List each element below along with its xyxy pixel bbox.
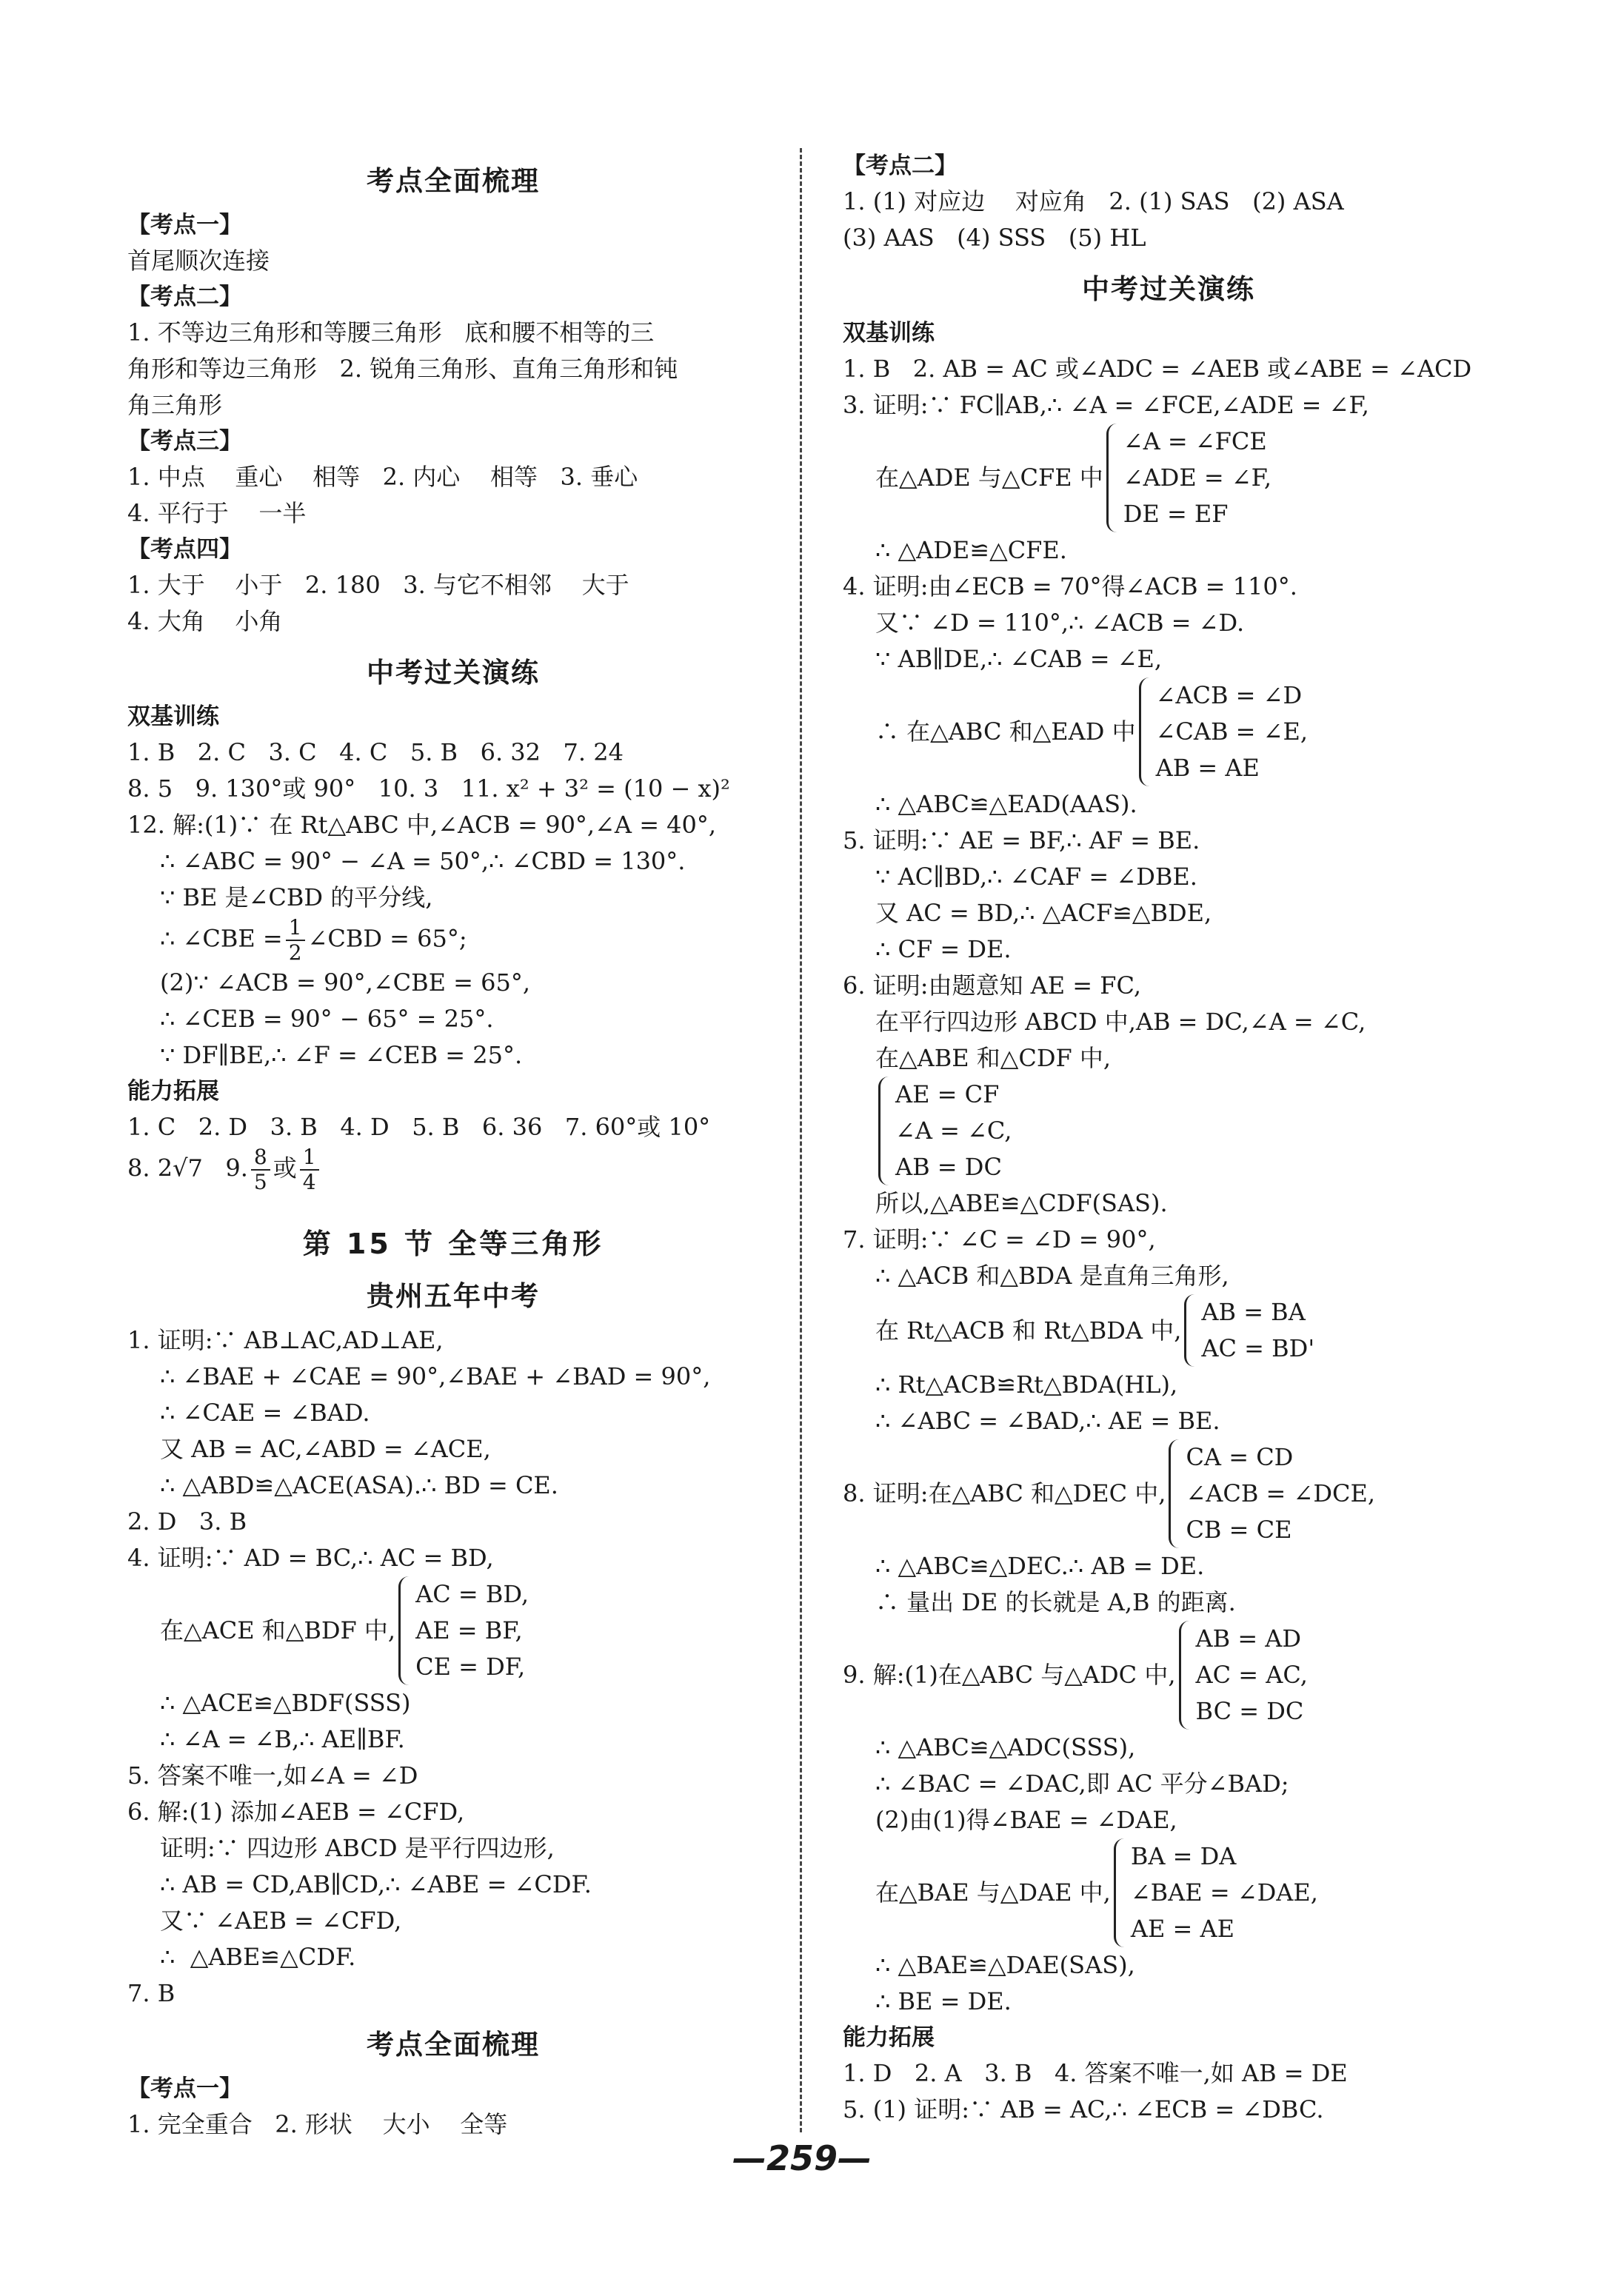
brace-icon xyxy=(1179,1621,1192,1730)
brace-conditions xyxy=(1201,1294,1314,1367)
answer-line: ∴ ∠ABC = ∠BAD,∴ AE = BE. xyxy=(875,1407,1220,1435)
condition: AB = AE xyxy=(1155,754,1260,782)
answer-line: 4. 平行于 一半 xyxy=(127,499,307,527)
section-tag: 【考点三】 xyxy=(127,428,242,455)
answer-line: 又 AB = AC,∠ABD = ∠ACE, xyxy=(160,1435,491,1463)
section-tag: 【考点四】 xyxy=(127,536,242,563)
answer-line: 1. C 2. D 3. B 4. D 5. B 6. 36 7. 60°或 10° xyxy=(127,1113,711,1141)
answer-line: ∴ ∠BAE + ∠CAE = 90°,∠BAE + ∠BAD = 90°, xyxy=(160,1362,711,1390)
answer-line: ∴ ∠BAC = ∠DAC,即 AC 平分∠BAD; xyxy=(875,1770,1289,1798)
column-divider xyxy=(800,148,802,2132)
condition: AC = AC, xyxy=(1195,1661,1308,1689)
answer-line: 8. 5 9. 130°或 90° 10. 3 11. x² + 3² = (10 − x)² xyxy=(127,774,730,803)
condition: AC = BD, xyxy=(415,1580,529,1608)
section-heading: 考点全面梳理 xyxy=(367,2029,540,2061)
answer-line: (3) AAS (4) SSS (5) HL xyxy=(843,224,1146,252)
brace-icon xyxy=(1106,424,1119,532)
answer-line: ∴ △ADE≌△CFE. xyxy=(875,536,1067,564)
answer-line: ∴ △ABD≌△ACE(ASA).∴ BD = CE. xyxy=(160,1471,558,1499)
answer-line: ∴ △ACB 和△BDA 是直角三角形, xyxy=(875,1262,1229,1290)
answer-line: 5. 答案不唯一,如∠A = ∠D xyxy=(127,1761,418,1790)
text: 或 xyxy=(273,1154,297,1182)
answer-line: 5. (1) 证明:∵ AB = AC,∴ ∠ECB = ∠DBC. xyxy=(843,2095,1324,2123)
section-tag: 【考点一】 xyxy=(127,212,242,238)
brace-prefix: ∴ 在△ABC 和△EAD 中 xyxy=(875,717,1136,746)
brace-prefix: 8. 证明:在△ABC 和△DEC 中, xyxy=(843,1479,1166,1507)
answer-line: 1. 中点 重心 相等 2. 内心 相等 3. 垂心 xyxy=(127,463,638,491)
fraction-denominator: 4 xyxy=(302,1170,316,1194)
brace-icon xyxy=(398,1576,411,1685)
subsection-title: 能力拓展 xyxy=(127,1078,219,1105)
left-column xyxy=(127,148,779,2143)
answer-line: 所以,△ABE≌△CDF(SAS). xyxy=(875,1189,1168,1217)
fraction xyxy=(300,1145,319,1194)
condition: ∠A = ∠C, xyxy=(895,1117,1012,1145)
text: ∠CBD = 65°; xyxy=(307,924,467,953)
answer-line: ∵ DF∥BE,∴ ∠F = ∠CEB = 25°. xyxy=(160,1041,523,1069)
answer-line: ∴ △BAE≌△DAE(SAS), xyxy=(875,1951,1135,1979)
fraction-numerator: 1 xyxy=(286,916,305,941)
answer-line: ∴ Rt△ACB≌Rt△BDA(HL), xyxy=(875,1370,1178,1399)
brace-icon xyxy=(1114,1838,1126,1947)
condition: AB = DC xyxy=(895,1153,1002,1181)
condition: ∠BAE = ∠DAE, xyxy=(1130,1878,1318,1907)
section-heading: 中考过关演练 xyxy=(1082,273,1255,305)
answer-line: 7. 证明:∵ ∠C = ∠D = 90°, xyxy=(843,1225,1156,1254)
condition: AE = BF, xyxy=(415,1616,523,1644)
fraction-denominator: 2 xyxy=(288,940,302,965)
brace-prefix: 在 Rt△ACB 和 Rt△BDA 中, xyxy=(875,1316,1182,1345)
answer-line: ∴ ∠CAE = ∠BAD. xyxy=(160,1399,370,1427)
answer-line: (2)由(1)得∠BAE = ∠DAE, xyxy=(875,1806,1177,1834)
fraction-numerator: 8 xyxy=(251,1145,270,1171)
answer-line: ∵ BE 是∠CBD 的平分线, xyxy=(160,883,433,911)
answer-line: 1. B 2. C 3. C 4. C 5. B 6. 32 7. 24 xyxy=(127,738,624,766)
answer-line: 1. 大于 小于 2. 180 3. 与它不相邻 大于 xyxy=(127,571,629,599)
condition: AE = CF xyxy=(895,1080,1000,1108)
subsection-title: 能力拓展 xyxy=(843,2024,935,2051)
answer-line: 4. 证明:由∠ECB = 70°得∠ACB = 110°. xyxy=(843,572,1297,600)
text: 8. 2√7 9. xyxy=(127,1154,248,1182)
answer-line: 4. 大角 小角 xyxy=(127,607,283,635)
answer-line: 1. 完全重合 2. 形状 大小 全等 xyxy=(127,2110,508,2138)
condition: AE = AE xyxy=(1130,1915,1234,1943)
brace-system xyxy=(843,424,1494,532)
answer-line: 6. 证明:由题意知 AE = FC, xyxy=(843,971,1142,1000)
fraction xyxy=(286,916,305,965)
condition: BA = DA xyxy=(1130,1842,1237,1870)
brace-conditions xyxy=(1156,677,1308,786)
condition: BC = DC xyxy=(1195,1697,1304,1725)
answer-line: ∴ ∠A = ∠B,∴ AE∥BF. xyxy=(160,1725,405,1753)
answer-line: ∴ AB = CD,AB∥CD,∴ ∠ABE = ∠CDF. xyxy=(160,1870,592,1898)
brace-system xyxy=(843,1077,1494,1185)
condition: ∠A = ∠FCE xyxy=(1123,427,1267,455)
answer-line: 6. 解:(1) 添加∠AEB = ∠CFD, xyxy=(127,1798,465,1826)
answer-line: 12. 解:(1)∵ 在 Rt△ABC 中,∠ACB = 90°,∠A = 40°, xyxy=(127,811,717,839)
condition: CB = CE xyxy=(1186,1516,1292,1544)
answer-line: ∴ △ABE≌△CDF. xyxy=(160,1943,356,1971)
answer-line: 2. D 3. B xyxy=(127,1507,247,1536)
section-heading: 中考过关演练 xyxy=(367,657,540,689)
answer-line-with-fraction xyxy=(127,1145,779,1194)
answer-line: 角三角形 xyxy=(127,391,223,419)
condition: CA = CD xyxy=(1186,1443,1294,1471)
brace-icon xyxy=(1184,1294,1197,1367)
answer-line-with-fraction xyxy=(127,916,779,965)
answer-line: 又∵ ∠AEB = ∠CFD, xyxy=(160,1907,402,1935)
answer-line: 证明:∵ 四边形 ABCD 是平行四边形, xyxy=(160,1834,555,1862)
brace-system xyxy=(843,1621,1494,1730)
answer-line: ∴ ∠ABC = 90° − ∠A = 50°,∴ ∠CBD = 130°. xyxy=(160,847,686,875)
brace-conditions xyxy=(895,1077,1012,1185)
brace-system xyxy=(843,1439,1494,1548)
answer-line: ∴ 量出 DE 的长就是 A,B 的距离. xyxy=(875,1588,1236,1616)
brace-prefix: 在△BAE 与△DAE 中, xyxy=(875,1878,1111,1907)
section-tag: 【考点二】 xyxy=(843,153,958,179)
brace-icon xyxy=(878,1077,891,1185)
answer-line: ∴ △ABC≌△DEC.∴ AB = DE. xyxy=(875,1552,1205,1580)
answer-line: ∴ ∠CEB = 90° − 65° = 25°. xyxy=(160,1005,494,1033)
chapter-title: 第 15 节 全等三角形 xyxy=(302,1228,604,1260)
answer-line: 角形和等边三角形 2. 锐角三角形、直角三角形和钝 xyxy=(127,355,678,383)
brace-system xyxy=(843,677,1494,786)
condition: ∠ADE = ∠F, xyxy=(1123,463,1272,492)
condition: ∠ACB = ∠DCE, xyxy=(1186,1479,1375,1507)
condition: AC = BD' xyxy=(1201,1334,1315,1362)
section-heading: 贵州五年中考 xyxy=(367,1280,540,1312)
text: ∴ ∠CBE = xyxy=(160,924,283,953)
answer-line: 1. 不等边三角形和等腰三角形 底和腰不相等的三 xyxy=(127,318,655,347)
brace-icon xyxy=(1139,677,1152,786)
right-column xyxy=(843,148,1494,2128)
answer-line: 3. 证明:∵ FC∥AB,∴ ∠A = ∠FCE,∠ADE = ∠F, xyxy=(843,391,1369,419)
answer-line: 4. 证明:∵ AD = BC,∴ AC = BD, xyxy=(127,1544,494,1572)
fraction-denominator: 5 xyxy=(253,1170,267,1194)
brace-system xyxy=(127,1576,779,1685)
section-tag: 【考点一】 xyxy=(127,2075,242,2102)
answer-line: 在平行四边形 ABCD 中,AB = DC,∠A = ∠C, xyxy=(875,1008,1366,1036)
brace-icon xyxy=(1169,1439,1181,1548)
answer-line: ∴ BE = DE. xyxy=(875,1987,1012,2015)
answer-line: 1. 证明:∵ AB⊥AC,AD⊥AE, xyxy=(127,1326,444,1354)
answer-line: ∴ △ACE≌△BDF(SSS) xyxy=(160,1689,411,1717)
page-number: —259— xyxy=(732,2138,872,2178)
answer-line: (2)∵ ∠ACB = 90°,∠CBE = 65°, xyxy=(160,968,531,997)
condition: DE = EF xyxy=(1123,500,1229,528)
subsection-title: 双基训练 xyxy=(843,320,935,347)
brace-prefix: 在△ADE 与△CFE 中 xyxy=(875,463,1103,492)
brace-conditions xyxy=(415,1576,529,1685)
fraction-numerator: 1 xyxy=(300,1145,319,1171)
answer-line: 又 AC = BD,∴ △ACF≌△BDE, xyxy=(875,899,1212,927)
brace-conditions xyxy=(1123,424,1271,532)
answer-line: 1. B 2. AB = AC 或∠ADC = ∠AEB 或∠ABE = ∠ACD xyxy=(843,355,1472,383)
condition: AB = BA xyxy=(1201,1298,1306,1326)
brace-prefix: 9. 解:(1)在△ABC 与△ADC 中, xyxy=(843,1661,1176,1689)
section-tag: 【考点二】 xyxy=(127,284,242,310)
answer-line: ∴ CF = DE. xyxy=(875,935,1012,963)
answer-line: ∴ △ABC≌△EAD(AAS). xyxy=(875,790,1137,818)
brace-conditions xyxy=(1186,1439,1375,1548)
section-heading: 考点全面梳理 xyxy=(367,165,540,197)
answer-line: ∵ AC∥BD,∴ ∠CAF = ∠DBE. xyxy=(875,863,1197,891)
answer-line: 又∵ ∠D = 110°,∴ ∠ACB = ∠D. xyxy=(875,609,1245,637)
brace-system xyxy=(843,1838,1494,1947)
condition: CE = DF, xyxy=(415,1653,526,1681)
brace-conditions xyxy=(1196,1621,1308,1730)
subsection-title: 双基训练 xyxy=(127,703,219,730)
answer-line: 7. B xyxy=(127,1979,176,2007)
answer-line: 首尾顺次连接 xyxy=(127,247,270,275)
brace-prefix: 在△ACE 和△BDF 中, xyxy=(160,1616,396,1644)
answer-line: ∴ △ABC≌△ADC(SSS), xyxy=(875,1733,1136,1761)
fraction xyxy=(251,1145,270,1194)
condition: ∠ACB = ∠D xyxy=(1155,681,1303,709)
brace-system xyxy=(843,1294,1494,1367)
brace-conditions xyxy=(1131,1838,1318,1947)
condition: ∠CAB = ∠E, xyxy=(1155,717,1308,746)
answer-line: 5. 证明:∵ AE = BF,∴ AF = BE. xyxy=(843,826,1200,854)
condition: AB = AD xyxy=(1195,1624,1302,1653)
answer-line: ∵ AB∥DE,∴ ∠CAB = ∠E, xyxy=(875,645,1163,673)
answer-line: 1. D 2. A 3. B 4. 答案不唯一,如 AB = DE xyxy=(843,2059,1348,2087)
answer-line: 在△ABE 和△CDF 中, xyxy=(875,1044,1112,1072)
answer-line: 1. (1) 对应边 对应角 2. (1) SAS (2) ASA xyxy=(843,187,1344,215)
